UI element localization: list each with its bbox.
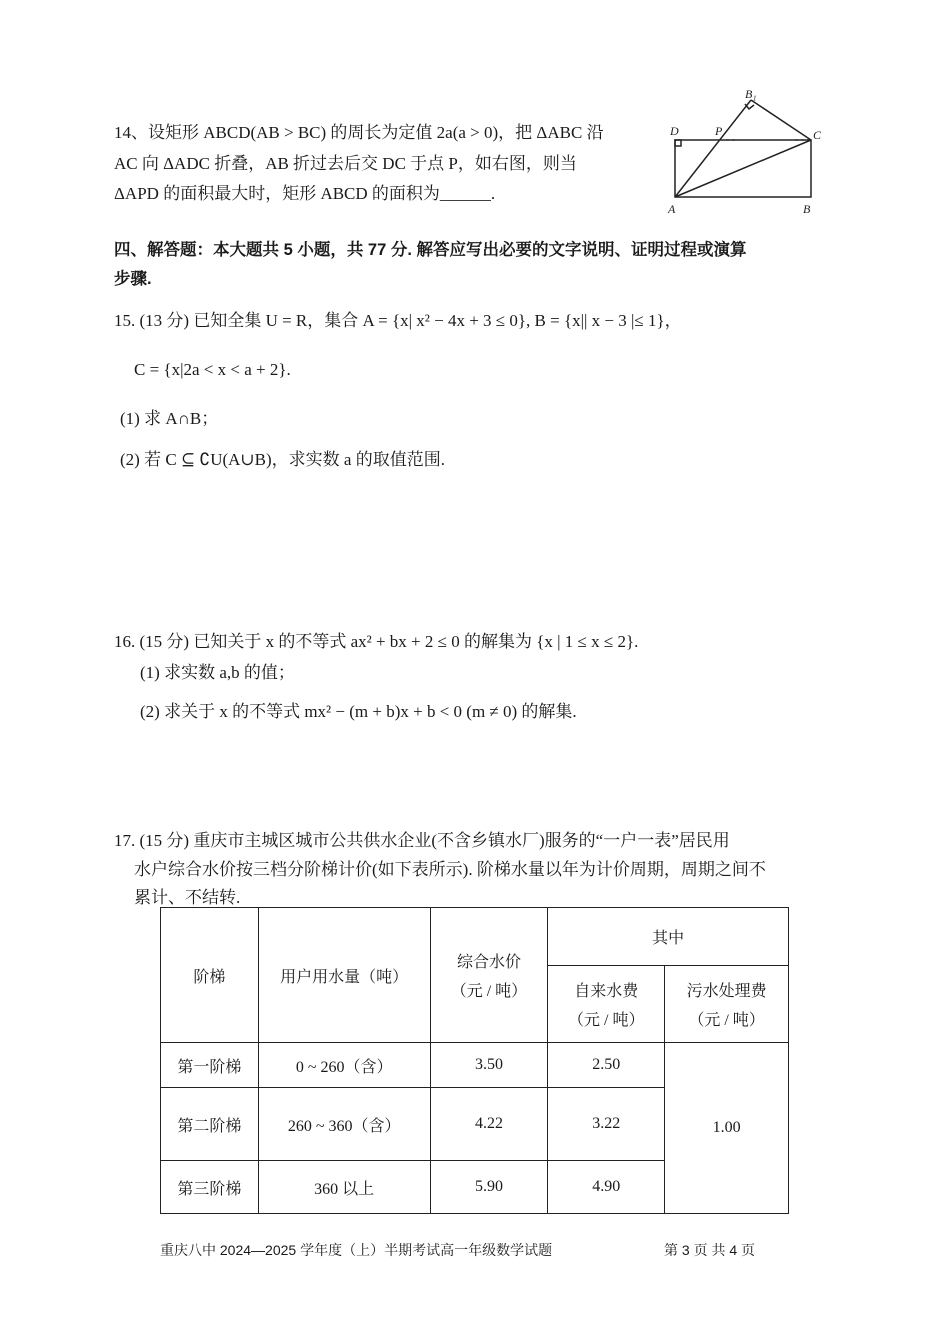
q15-part-2: (2) 若 C ⊆ ∁U(A∪B)，求实数 a 的取值范围. [120,450,445,469]
header-price-label: 综合水价 [456,954,521,971]
q17-line-2: 水户综合水价按三档分阶梯计价(如下表所示). 阶梯水量以年为计价周期，周期之间不 [134,860,766,879]
q14-folding-figure [660,85,830,220]
header-price [430,908,548,1043]
cell-tap: 2.50 [548,1043,665,1088]
header-usage: 用户用水量（吨） [258,908,430,1043]
header-sewage-unit: （元 / 吨） [688,1012,765,1029]
table-row [161,1043,789,1088]
cell-tap: 3.22 [548,1088,665,1161]
cell-usage: 0 ~ 260（含） [258,1043,430,1088]
q14-line-1: 14、设矩形 ABCD(AB > BC) 的周长为定值 2a(a > 0)，把 ΔABC 沿 [114,123,604,142]
q14-line-2: AC 向 ΔADC 折叠，AB 折过去后交 DC 于点 P，如右图，则当 [114,154,577,173]
footer-title: 重庆八中 2024—2025 学年度（上）半期考试高一年级数学试题 [160,1242,553,1258]
header-tap-unit: （元 / 吨） [568,1012,645,1029]
header-tap-water [548,966,665,1043]
q15-part-1: (1) 求 A∩B； [120,409,219,428]
q15-line-1: 15. (13 分) 已知全集 U = R，集合 A = {x| x² − 4x + 3 ≤ 0}, B = {x|| x − 3 |≤ 1}， [114,311,682,330]
label-b: B [803,202,811,216]
q15-line-2: C = {x|2a < x < a + 2}. [134,360,291,379]
cell-sewage: 1.00 [665,1043,789,1214]
header-tap-label: 自来水费 [574,983,639,1000]
water-price-table [160,907,789,1214]
q17-line-1: 17. (15 分) 重庆市主城区城市公共供水企业(不含乡镇水厂)服务的“一户一表”居民用 [114,831,730,850]
label-d: D [670,124,679,138]
cell-price: 5.90 [430,1161,548,1214]
q16-part-1: (1) 求实数 a,b 的值； [140,663,295,682]
header-sewage-label: 污水处理费 [686,983,767,1000]
q16-part-2: (2) 求关于 x 的不等式 mx² − (m + b)x + b < 0 (m ≠ 0) 的解集. [140,702,577,721]
header-sewage [665,966,789,1043]
cell-price: 4.22 [430,1088,548,1161]
cell-tap: 4.90 [548,1161,665,1214]
q16-line-1: 16. (15 分) 已知关于 x 的不等式 ax² + bx + 2 ≤ 0 的解集为 {x | 1 ≤ x ≤ 2}. [114,632,639,651]
section-4-heading-cont: 步骤. [114,270,152,288]
q17-line-3: 累计、不结转. [134,888,241,907]
label-c: C [813,128,822,142]
header-price-unit: （元 / 吨） [450,983,528,1000]
section-4-heading: 四、解答题：本大题共 5 小题，共 77 分. 解答应写出必要的文字说明、证明过程或演算 [114,241,747,259]
label-a: A [668,202,676,216]
cell-usage: 360 以上 [258,1161,430,1214]
header-tier: 阶梯 [161,908,259,1043]
cell-tier: 第三阶梯 [161,1161,259,1214]
cell-usage: 260 ~ 360（含） [258,1088,430,1161]
header-of-which: 其中 [548,908,789,966]
footer-page-number: 第 3 页 共 4 页 [664,1242,756,1258]
label-p: P [715,124,723,138]
cell-price: 3.50 [430,1043,548,1088]
cell-tier: 第一阶梯 [161,1043,259,1088]
label-b1: B₁ [745,87,757,101]
cell-tier: 第二阶梯 [161,1088,259,1161]
q14-line-3: ΔAPD 的面积最大时，矩形 ABCD 的面积为______. [114,184,496,203]
